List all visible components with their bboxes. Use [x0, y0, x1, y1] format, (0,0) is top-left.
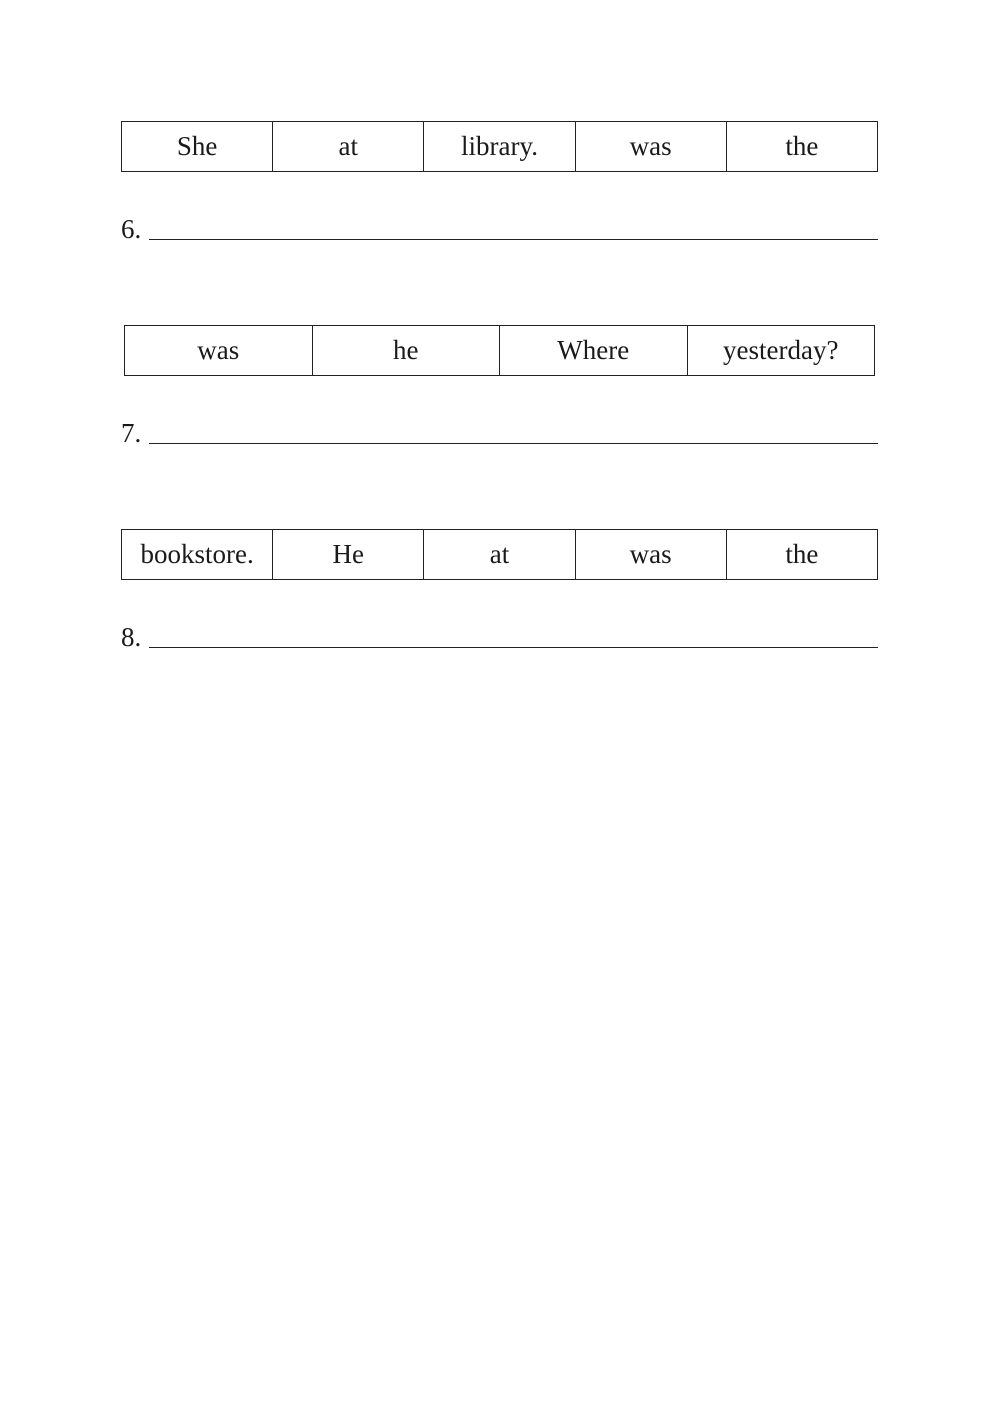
word-card[interactable]: the — [726, 122, 877, 172]
answer-line-8 — [121, 618, 878, 652]
word-row — [125, 326, 875, 376]
question-number: 8. — [121, 622, 142, 652]
answer-line-6 — [121, 210, 878, 244]
word-card[interactable]: yesterday? — [687, 326, 875, 376]
word-card[interactable]: at — [424, 530, 575, 580]
word-row — [122, 530, 878, 580]
answer-line-7 — [121, 414, 878, 448]
word-card[interactable]: he — [312, 326, 500, 376]
word-card[interactable]: He — [273, 530, 424, 580]
answer-blank[interactable] — [149, 419, 878, 444]
answer-blank[interactable] — [149, 623, 878, 648]
question-number: 7. — [121, 418, 142, 448]
word-table-8 — [121, 529, 878, 580]
word-card[interactable]: Where — [500, 326, 688, 376]
word-card[interactable]: was — [575, 530, 726, 580]
word-card[interactable]: at — [273, 122, 424, 172]
word-card[interactable]: was — [125, 326, 313, 376]
word-card[interactable]: bookstore. — [122, 530, 273, 580]
word-table-7 — [124, 325, 875, 376]
answer-blank[interactable] — [149, 215, 878, 240]
word-card[interactable]: library. — [424, 122, 575, 172]
word-row — [122, 122, 878, 172]
question-number: 6. — [121, 214, 142, 244]
word-card[interactable]: the — [726, 530, 877, 580]
word-table-6 — [121, 121, 878, 172]
word-card[interactable]: She — [122, 122, 273, 172]
word-card[interactable]: was — [575, 122, 726, 172]
